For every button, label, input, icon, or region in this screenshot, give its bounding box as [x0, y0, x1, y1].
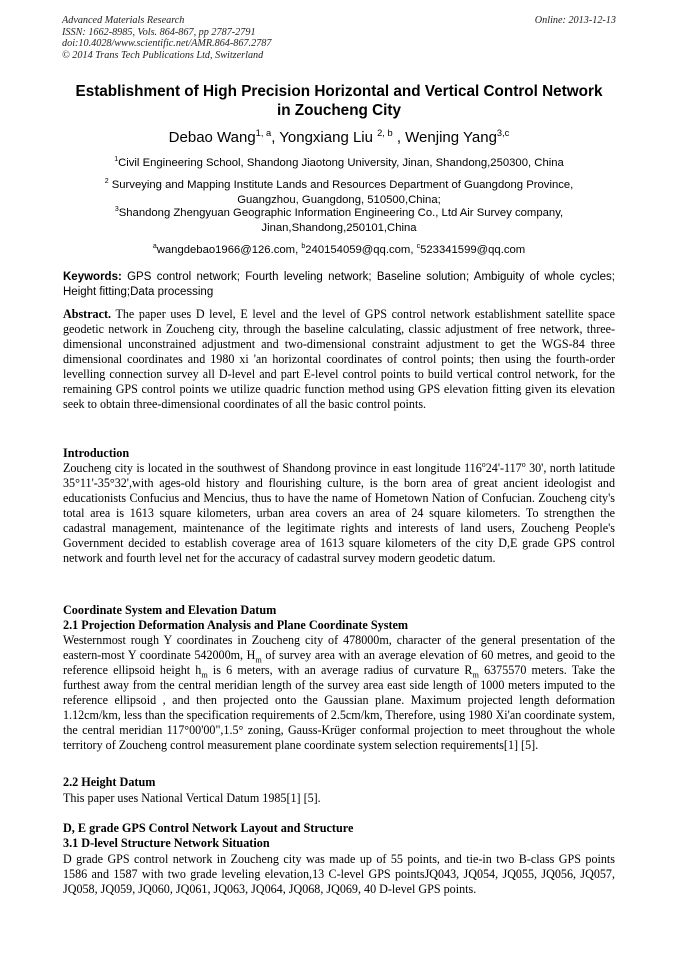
- email-b: 240154059@qq.com,: [305, 244, 417, 256]
- introduction-paragraph: [63, 461, 615, 566]
- affiliation-3-line-2: Jinan,Shandong,250101,China: [261, 221, 417, 234]
- copyright-line: © 2014 Trans Tech Publications Ltd, Switzerland: [62, 49, 264, 61]
- coordinate-section-heading: Coordinate System and Elevation Datum: [63, 603, 277, 617]
- affiliation-3: [60, 206, 618, 235]
- affiliation-2-line-1: Surveying and Mapping Institute Lands and Resources Department of Guangdong Province,: [108, 179, 574, 191]
- intro-degree-1: o: [481, 459, 486, 469]
- keywords-text: GPS control network; Fourth leveling network; Baseline solution; Ambiguity of whole cycles; Height fitting;Data processing: [63, 271, 615, 298]
- online-date: Online: 2013-12-13: [534, 15, 616, 26]
- projection-text-4: 6375570 meters. Take the furthest away from the central meridian length of the survey area east side length of 1000 meters imputed to the reference ellipsoid , and then projected onto the Gaussian plane. Maximum projected length deformation 1.12cm/km, less than the specification requirements of 2.5cm/km, Therefore, using 1980 Xi'an coordinate system, the central meridian 117°00'00",1.5° zoning, Gauss-Krüger conformal projection to meet throughout the whole territory of Zoucheng control measurement plane coordinate system selection requirements[1] [5].: [63, 663, 615, 752]
- intro-text-1: Zoucheng city is located in the southwest of Shandong province in east longitude 116: [63, 461, 482, 475]
- email-a: wangdebao1966@126.com,: [156, 244, 302, 256]
- subscript-m-1: m: [255, 655, 262, 665]
- author-2-name: Yongxiang Liu: [279, 129, 378, 146]
- issn-line: ISSN: 1662-8985, Vols. 864-867, pp 2787-2791: [62, 26, 256, 38]
- affiliation-1: [60, 156, 618, 171]
- author-1-sup: 1, a: [255, 128, 272, 138]
- title-line-2: in Zoucheng City: [276, 102, 402, 119]
- affiliation-1-sup: 1: [114, 156, 119, 164]
- projection-text-2: of survey area with an average elevation of 60 metres, and geoid to the reference ellipsoid height h: [63, 648, 615, 677]
- affiliation-2: [60, 178, 618, 207]
- affiliation-3-sup: 3: [114, 206, 119, 214]
- doi-line: doi:10.4028/www.scientific.net/AMR.864-867.2787: [62, 38, 272, 49]
- intro-text-3: 30', north latitude 35°11'-35°32',with ages-old history and flourishing culture, is the born area of great ancient ideologist and educationists Confucius and Mencius, thus to have the name of Hometown Nation of Confucian. Zoucheng city's total area is 1613 square kilometers, urban area covers an area of 24 square kilometers. To strengthen the cadastral management, maintenance of the legitimate rights and interests of land users, Zoucheng People's Government decided to establish coverage area of 1613 square kilometers of the city D,E grade GPS control network and fourth level net for the accuracy of cadastral survey modern geodetic datum.: [63, 461, 615, 565]
- height-datum-paragraph: This paper uses National Vertical Datum 1985[1] [5].: [63, 791, 321, 805]
- author-1-name: Debao Wang: [168, 129, 256, 146]
- journal-name: Advanced Materials Research: [62, 15, 185, 26]
- author-2-sup: 2, b: [377, 128, 393, 138]
- affiliation-2-line-2: Guangzhou, Guangdong, 510500,China;: [237, 193, 441, 206]
- keywords: [63, 270, 615, 300]
- paper-title: [60, 82, 618, 120]
- abstract-text: The paper uses D level, E level and the level of GPS control network establishment satellite space geodetic network in Zoucheng city, through the baseline calculating, classic adjustment of free network, three-dimensional unconstrained adjustment and two-dimensional constraint adjustment to get the WGS-84 three dimensional coordinates and 1980 xi 'an horizontal coordinates of control points; then using the fourth-order levelling connection survey all D-level and part E-level control points to build vertical control network, for the remaining GPS control points we utilize quadric function method using GPS elevation fitting given its elevation seek to obtain three-dimensional coordinates of all the basic control points.: [63, 307, 615, 411]
- affiliation-2-sup: 2: [104, 178, 109, 186]
- d-level-paragraph: D grade GPS control network in Zoucheng city was made up of 55 points, and tie-in two B-class GPS points 1586 and 1587 with two grade leveling elevation,13 C-level GPS pointsJQ043, JQ054, JQ055, JQ056, JQ057, JQ058, JQ059, JQ060, JQ061, JQ063, JQ064, JQ068, JQ069, 40 D-level GPS points.: [63, 852, 615, 896]
- abstract-label: Abstract.: [63, 307, 112, 321]
- d-level-subheading: 3.1 D-level Structure Network Situation: [63, 836, 270, 850]
- projection-text-3: is 6 meters, with an average radius of curvature R: [207, 663, 473, 677]
- gps-section-heading: D, E grade GPS Control Network Layout and Structure: [63, 821, 354, 835]
- height-datum-subheading: 2.2 Height Datum: [63, 775, 156, 789]
- abstract: [63, 307, 615, 412]
- email-list: [60, 243, 618, 257]
- introduction-heading: Introduction: [63, 446, 130, 460]
- email-c: 523341599@qq.com: [420, 244, 526, 256]
- projection-subheading: 2.1 Projection Deformation Analysis and Plane Coordinate System: [63, 618, 409, 632]
- subscript-m-3: m: [472, 670, 479, 680]
- author-3-sup: 3,c: [496, 128, 510, 138]
- affiliation-1-text: Civil Engineering School, Shandong Jiaotong University, Jinan, Shandong,250300, China: [118, 157, 564, 169]
- intro-degree-2: o: [521, 459, 526, 469]
- email-a-sup: a: [152, 243, 157, 251]
- subscript-m-2: m: [201, 670, 208, 680]
- title-line-1: Establishment of High Precision Horizontal and Vertical Control Network: [75, 83, 603, 100]
- affiliation-3-line-1: Shandong Zhengyuan Geographic Information Engineering Co., Ltd Air Survey company,: [118, 207, 564, 219]
- email-c-sup: c: [416, 243, 421, 251]
- author-sep-2: ,: [392, 129, 406, 146]
- author-sep-1: ,: [271, 129, 280, 146]
- projection-text-1: Westernmost rough Y coordinates in Zoucheng city of 478000m, character of the general presentation of the eastern-most Y coordinate 542000m, H: [63, 633, 615, 662]
- author-3-name: Wenjing Yang: [405, 129, 497, 146]
- projection-paragraph: [63, 633, 615, 753]
- author-list: [60, 128, 618, 148]
- email-b-sup: b: [301, 243, 306, 251]
- keywords-label: Keywords:: [63, 271, 122, 283]
- intro-text-2: 24'-117: [485, 461, 522, 475]
